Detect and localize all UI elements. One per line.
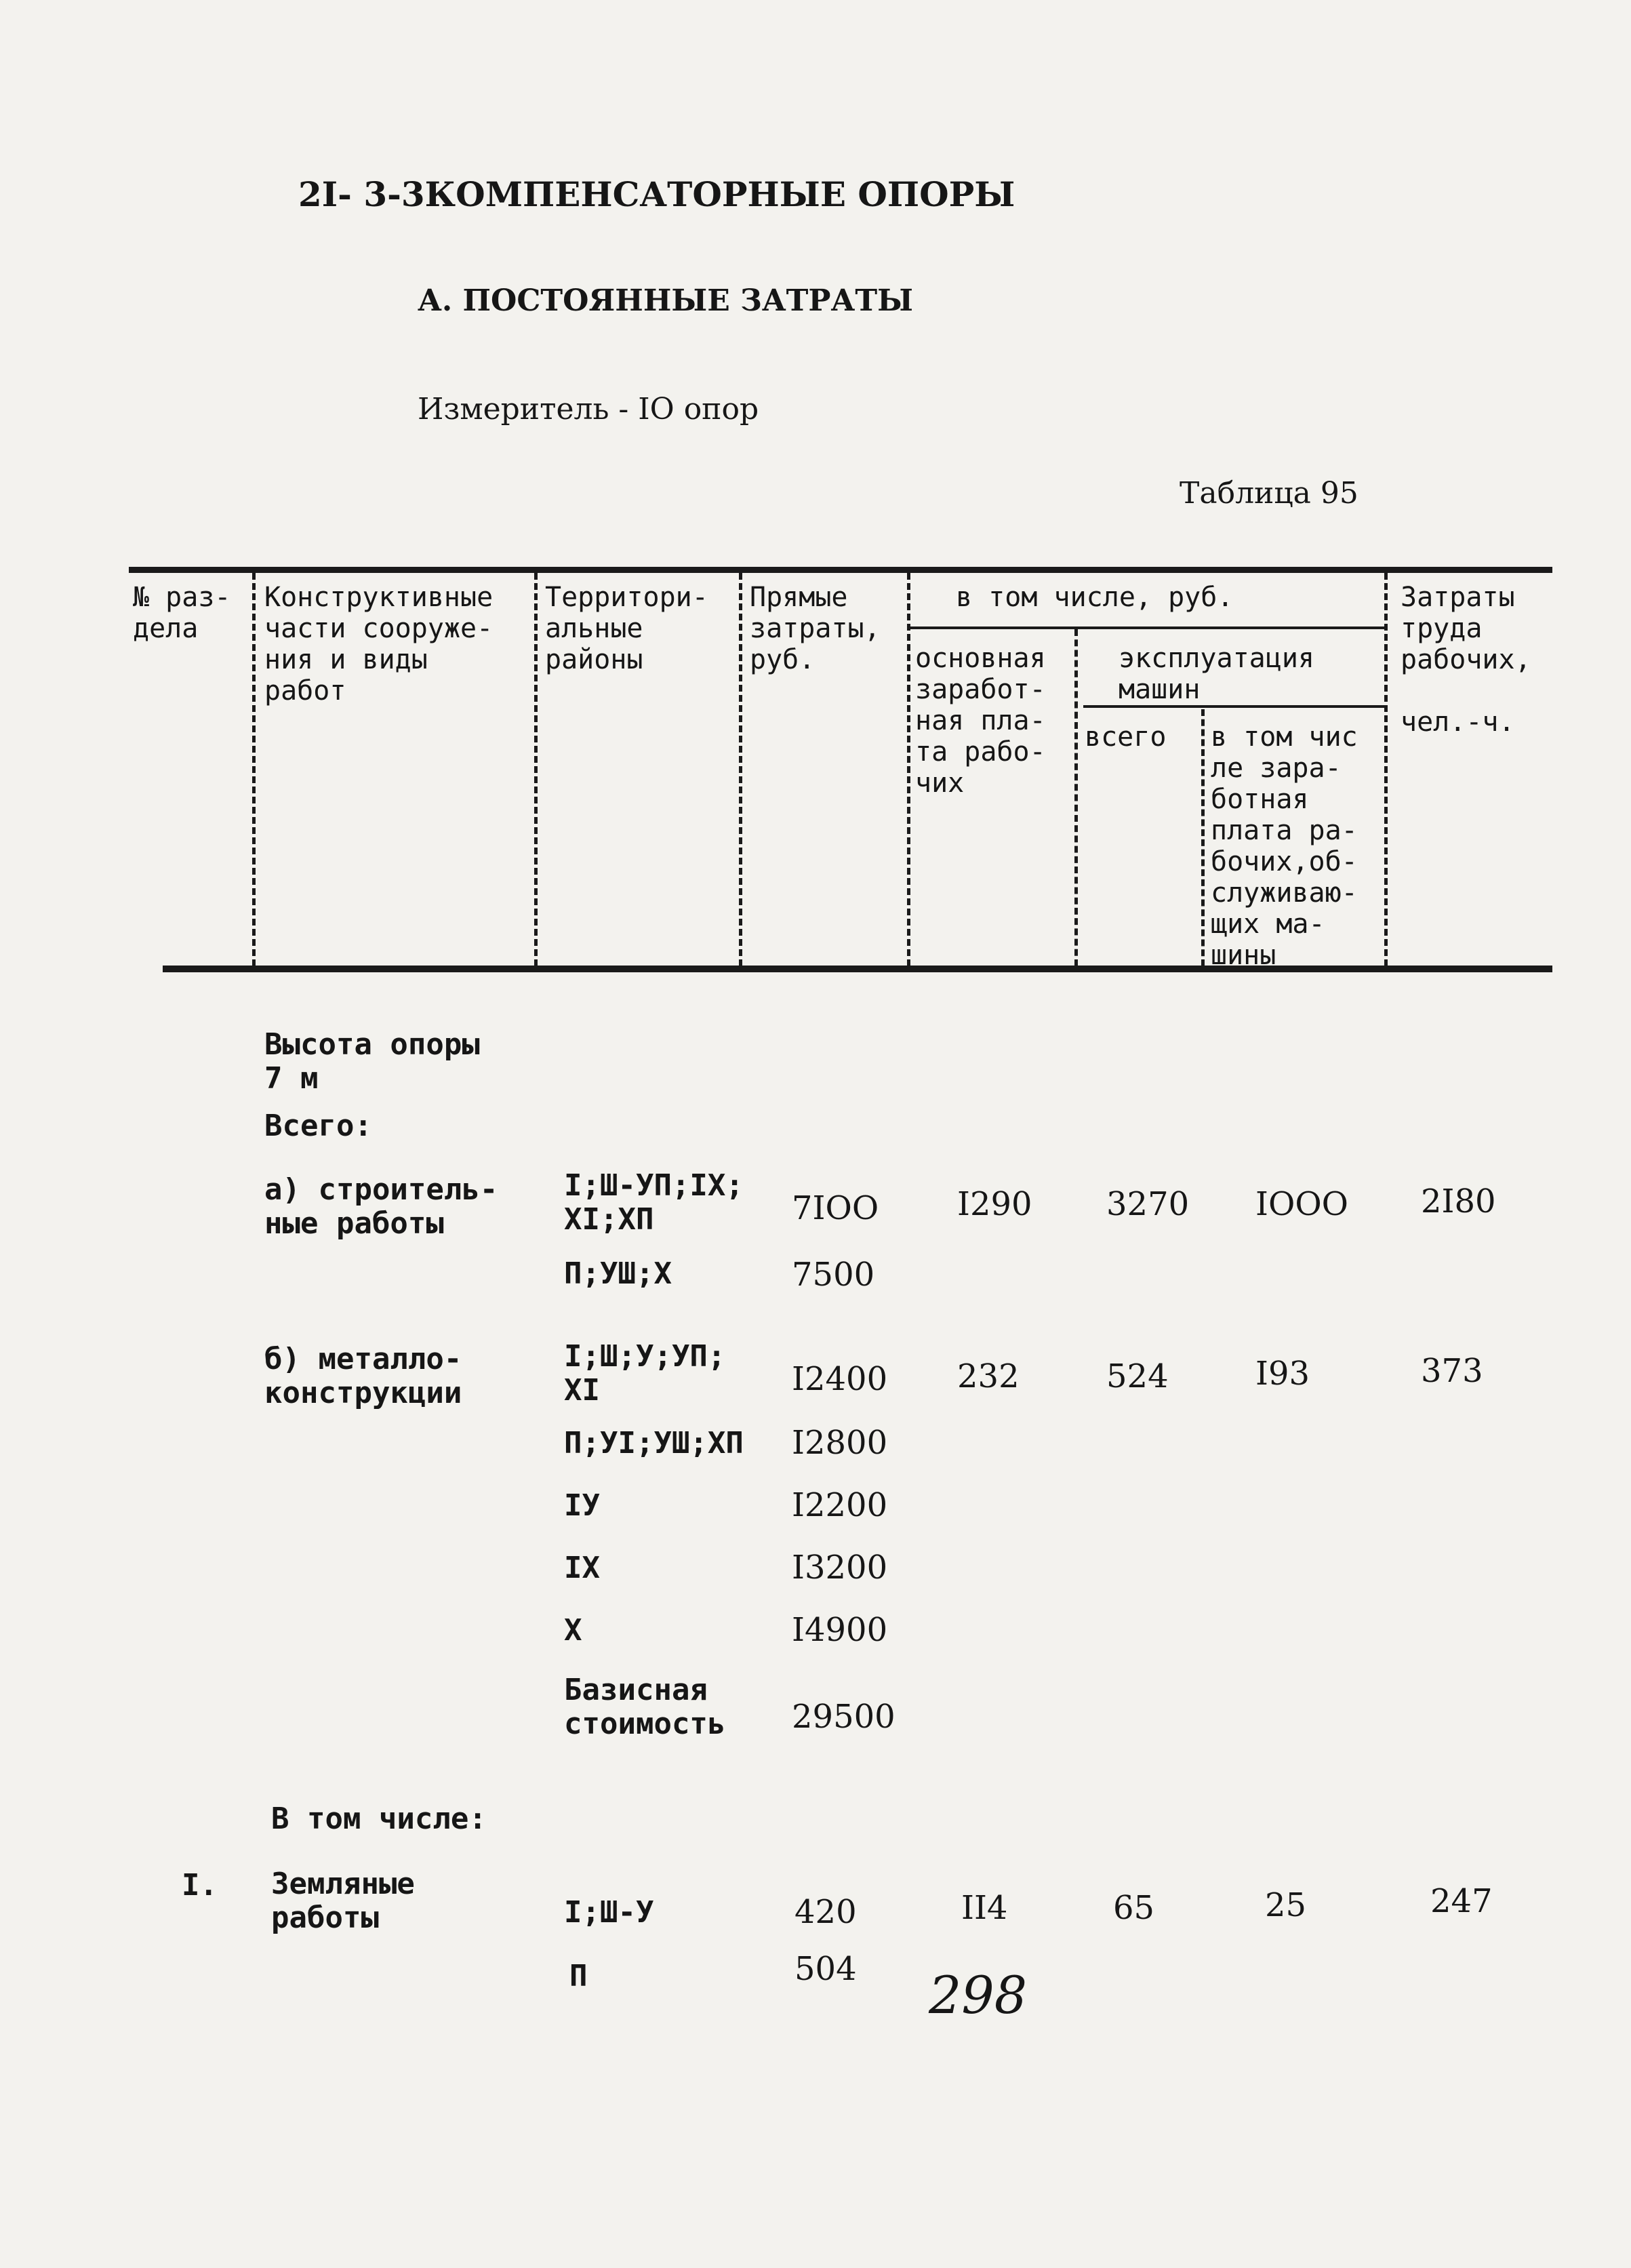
row-earthworks-labor: 247 — [1430, 1882, 1493, 1920]
row-metal-label: б) металло- конструкции — [264, 1342, 462, 1410]
row-construction-direct: 7500 — [792, 1256, 875, 1294]
row-metal-region: I;Ш;У;УП; XI — [564, 1339, 726, 1408]
column-divider — [907, 573, 910, 966]
column-divider — [534, 573, 538, 966]
column-divider — [252, 573, 256, 966]
row-earthworks-direct: 420 — [794, 1893, 857, 1931]
row-earthworks-region: I;Ш-У — [564, 1895, 654, 1930]
row-metal-direct: I2400 — [792, 1360, 888, 1398]
row-construction-region: П;УШ;X — [564, 1256, 672, 1291]
height-label: Высота опоры 7 м — [264, 1027, 480, 1096]
row-metal-labor: 373 — [1421, 1352, 1483, 1390]
row-metal-region: X — [564, 1613, 582, 1648]
header-labor-costs: Затраты труда рабочих, чел.-ч. — [1401, 582, 1531, 738]
column-divider — [1384, 573, 1388, 966]
row-construction-label: а) строитель- ные работы — [264, 1172, 498, 1241]
table-number: Таблица 95 — [1180, 476, 1358, 511]
row-metal-machines-total: 524 — [1106, 1357, 1169, 1395]
row-earthworks-number: I. — [182, 1868, 218, 1903]
row-earthworks-machines-wages: 25 — [1265, 1886, 1307, 1924]
including-divider — [910, 626, 1384, 629]
row-construction-direct: 7IOO — [792, 1189, 879, 1227]
header-structural-parts: Конструктивные части сооруже- ния и виды работ — [264, 582, 494, 707]
row-earthworks-machines-total: 65 — [1113, 1889, 1155, 1927]
including-label: В том числе: — [271, 1802, 487, 1836]
header-basic-wages: основная заработ- ная пла- та рабо- чих — [915, 643, 1046, 799]
header-including: в том числе, руб. — [956, 582, 1234, 613]
header-machine-operation: эксплуатация машин — [1119, 643, 1314, 705]
header-section-number: № раз- дела — [133, 582, 231, 644]
column-divider — [1201, 709, 1205, 966]
row-metal-direct: I2200 — [792, 1486, 888, 1524]
section-title: 2I- 3-3КОМПЕНСАТОРНЫЕ ОПОРЫ — [298, 174, 1015, 214]
row-metal-region: IX — [564, 1551, 600, 1585]
header-regions: Территори- альные районы — [545, 582, 708, 675]
row-metal-direct: I4900 — [792, 1611, 888, 1649]
unit-label: Измеритель - IO опор — [418, 392, 759, 426]
row-metal-region: П;УI;УШ;XП — [564, 1426, 744, 1460]
table-top-rule — [129, 567, 1552, 573]
total-label: Всего: — [264, 1109, 372, 1143]
page-number: 298 — [929, 1965, 1028, 2025]
base-cost-label: Базисная стоимость — [564, 1673, 726, 1741]
row-construction-labor: 2I80 — [1421, 1182, 1496, 1220]
header-machines-total: всего — [1085, 721, 1167, 753]
column-divider — [1074, 629, 1078, 966]
subsection-title: А. ПОСТОЯННЫЕ ЗАТРАТЫ — [418, 283, 913, 318]
row-earthworks-label: Земляные работы — [271, 1867, 415, 1935]
base-cost-value: 29500 — [792, 1698, 895, 1736]
row-metal-direct: I2800 — [792, 1424, 888, 1462]
row-metal-direct: I3200 — [792, 1549, 888, 1587]
header-machines-wages: в том чис ле зара- ботная плата ра- бочих,об- служиваю- щих ма- шины — [1211, 721, 1358, 971]
column-divider — [739, 573, 742, 966]
row-earthworks-wages: II4 — [961, 1889, 1008, 1927]
row-construction-machines-wages: IOOO — [1255, 1185, 1349, 1223]
machines-divider — [1083, 705, 1384, 708]
row-metal-machines-wages: I93 — [1255, 1355, 1310, 1393]
header-direct-costs: Прямые затраты, руб. — [750, 582, 881, 675]
row-construction-wages: I290 — [957, 1185, 1032, 1223]
row-metal-region: IУ — [564, 1488, 600, 1523]
row-construction-region: I;Ш-УП;IX; XI;XП — [564, 1168, 744, 1237]
row-earthworks-direct: 504 — [794, 1950, 857, 1988]
row-earthworks-region: П — [569, 1959, 588, 1993]
row-metal-wages: 232 — [957, 1357, 1020, 1395]
row-construction-machines-total: 3270 — [1106, 1185, 1190, 1223]
